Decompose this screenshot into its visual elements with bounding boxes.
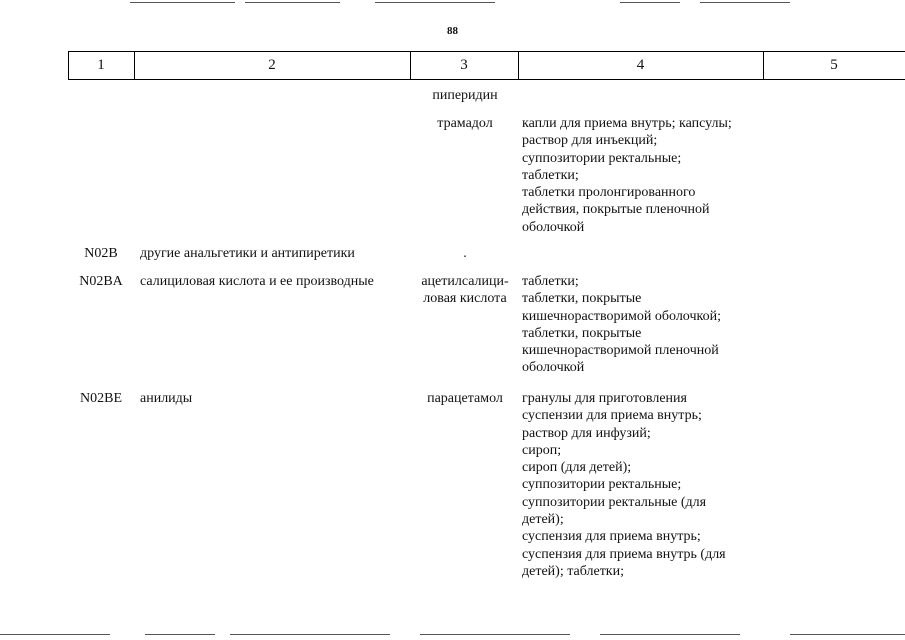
- form-line: суппозитории ректальные;: [522, 477, 682, 493]
- form-line: суспензия для приема внутрь (для: [522, 546, 726, 562]
- substance-line: трамадол: [437, 116, 493, 131]
- form-line: оболочкой: [522, 360, 585, 376]
- form-line: суспензия для приема внутрь;: [522, 529, 701, 545]
- scan-edge-line: [130, 2, 235, 3]
- table-row-code: N02BE: [80, 391, 122, 406]
- form-line: таблетки пролонгированного: [522, 185, 696, 201]
- form-line: суппозитории ректальные (для: [522, 494, 707, 510]
- header-col-3: 3: [460, 57, 468, 73]
- table-row-substance: [412, 87, 518, 104]
- scan-edge-line: [620, 2, 680, 3]
- substance-line: ловая кислота: [423, 291, 507, 307]
- scan-edge-line: [420, 634, 570, 635]
- form-line: гранулы для приготовления: [522, 391, 687, 406]
- substance-line: .: [463, 246, 467, 261]
- form-line: таблетки;: [522, 274, 579, 289]
- form-line: детей); таблетки;: [522, 563, 624, 579]
- form-line: таблетки, покрытые: [522, 291, 642, 307]
- table-row-forms: [522, 390, 726, 580]
- scan-edge-line: [700, 2, 790, 3]
- form-line: кишечнорастворимой пленочной: [522, 343, 719, 359]
- table-row-code: N02BA: [79, 274, 123, 289]
- header-col-4: 4: [636, 57, 645, 73]
- header-col-5: 5: [830, 57, 838, 73]
- table-row-substance: [412, 115, 518, 132]
- table-row-group: салициловая кислота и ее производные: [140, 274, 374, 289]
- form-line: таблетки, покрытые: [522, 325, 642, 341]
- form-line: суспензии для приема внутрь;: [522, 408, 702, 424]
- header-col-2: 2: [268, 57, 276, 73]
- form-line: сироп (для детей);: [522, 460, 632, 476]
- table-row-substance: [412, 245, 518, 262]
- scan-edge-line: [0, 634, 110, 635]
- form-line: суппозитории ректальные;: [522, 150, 682, 166]
- form-line: раствор для инфузий;: [522, 425, 651, 441]
- table-row-substance: [412, 390, 518, 407]
- header-col-1: 1: [97, 57, 105, 73]
- form-line: сироп;: [522, 442, 562, 458]
- substance-line: пиперидин: [432, 88, 498, 103]
- form-line: кишечнорастворимой оболочкой;: [522, 308, 721, 324]
- form-line: детей);: [522, 512, 564, 528]
- table-row-forms: [522, 273, 721, 377]
- table-header: [68, 51, 905, 80]
- form-line: действия, покрытые пленочной: [522, 202, 710, 218]
- page-number: 88: [447, 25, 458, 37]
- table-row-forms: [522, 115, 732, 236]
- substance-line: парацетамол: [427, 391, 503, 406]
- table-row-group: другие анальгетики и антипиретики: [140, 246, 355, 261]
- form-line: таблетки;: [522, 167, 579, 183]
- substance-line: ацетилсалици-: [421, 274, 509, 289]
- scan-edge-line: [230, 634, 390, 635]
- scan-edge-line: [245, 2, 340, 3]
- table-row-substance: [412, 273, 518, 308]
- form-line: капли для приема внутрь; капсулы;: [522, 116, 732, 131]
- scan-edge-line: [145, 634, 215, 635]
- scan-edge-line: [375, 2, 495, 3]
- table-row-group: анилиды: [140, 391, 193, 406]
- scan-edge-line: [600, 634, 740, 635]
- form-line: раствор для инъекций;: [522, 133, 658, 149]
- table-row-code: N02B: [84, 246, 118, 261]
- scan-edge-line: [790, 634, 905, 635]
- form-line: оболочкой: [522, 219, 585, 235]
